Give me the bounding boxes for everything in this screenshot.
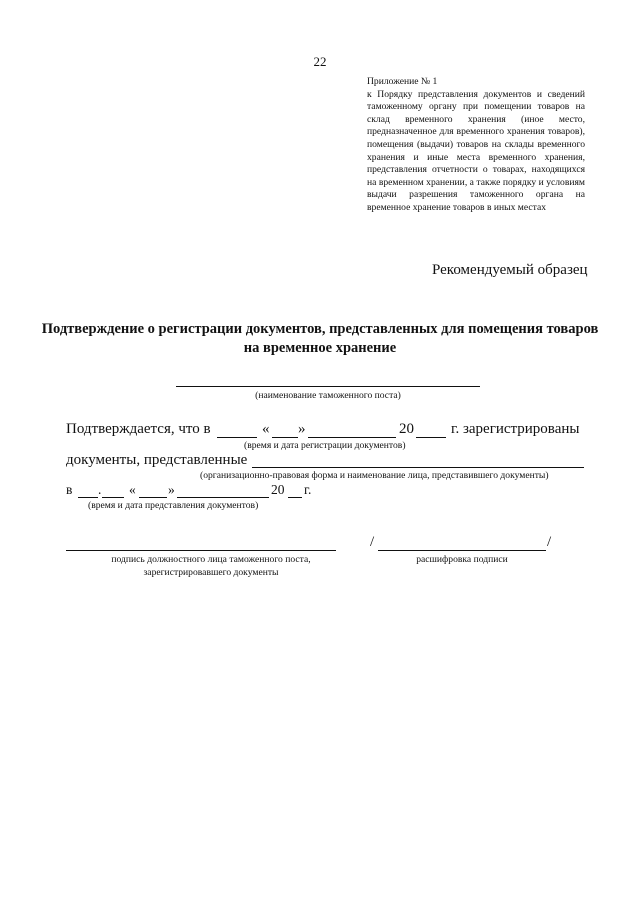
signature-line [66,550,336,551]
confirm-year-blank [416,437,446,438]
customs-post-line [176,386,480,387]
confirm-open-quote: « [262,421,270,437]
confirm-day-blank [272,437,298,438]
date-day-blank [139,497,167,498]
signature-caption-2: зарегистрировавшего документы [143,567,279,578]
signature-slash-right: / [547,534,552,550]
date-dot: . [98,482,102,497]
documents-label: документы, представленные [66,452,248,468]
date-hour-blank [78,497,98,498]
confirm-suffix: г. зарегистрированы [451,421,580,437]
date-prefix: в [66,482,73,497]
confirm-prefix: Подтверждается, что в [66,421,211,437]
date-month-blank [177,497,269,498]
date-year-blank [288,497,302,498]
date-minute-blank [102,497,124,498]
sample-label: Рекомендуемый образец [432,262,588,278]
document-title: Подтверждение о регистрации документов, представленных для помещения товаров на временное хранение [41,321,599,356]
customs-post-caption: (наименование таможенного поста) [255,390,401,401]
date-close-quote: » [168,482,175,497]
confirm-caption: (время и дата регистрации документов) [244,440,406,451]
page-number: 22 [313,54,327,69]
signature-caption-1: подпись должностного лица таможенного поста, [111,554,311,565]
confirm-time-blank [217,437,257,438]
appendix-body: к Порядку представления документов и сведений таможенному органу при помещении товаров на склад временного хранения (иное место, предназначенное для временного хранения товаров), помещения (выдачи) товаров на склады временного хранения и иные места временного хранения, представления отчетности о товарах, находящихся на временном хранении, а также порядку и условиям выдачи разрешения таможенного органа на временное хранение товаров в иных местах [367,88,585,213]
appendix-heading: Приложение № 1 [367,76,438,87]
documents-caption: (организационно-правовая форма и наименование лица, представившего документы) [200,470,549,481]
date-year-prefix: 20 [271,482,285,497]
signature-slash-left: / [370,534,375,550]
appendix-block [367,76,585,215]
confirm-close-quote: » [298,421,306,437]
date-caption: (время и дата представления документов) [88,500,259,511]
signature-decryption-line [378,550,546,551]
documents-blank [252,467,584,468]
confirm-month-blank [308,437,396,438]
date-suffix: г. [304,482,312,497]
date-open-quote: « [129,482,136,497]
confirm-year-prefix: 20 [399,421,414,437]
signature-decryption-caption: расшифровка подписи [416,554,508,565]
